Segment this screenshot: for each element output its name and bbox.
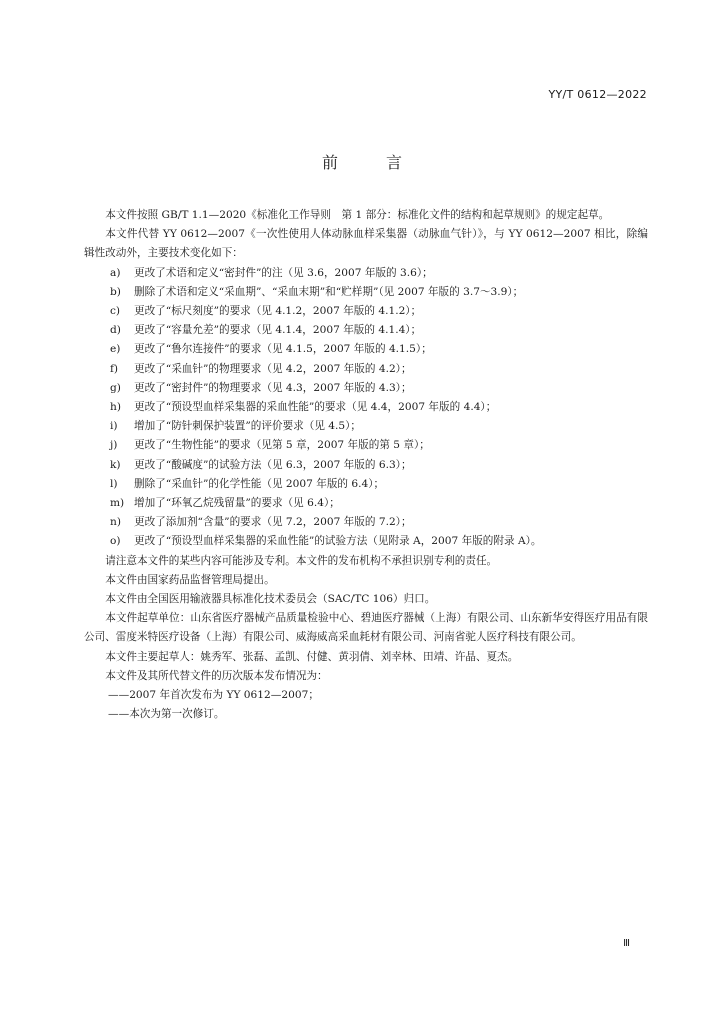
foreword-body [84,206,648,724]
page-number: Ⅲ [623,938,630,949]
proposer-statement: 本文件由国家药品监督管理局提出。 [105,573,275,586]
list-marker: g) [110,381,121,394]
list-marker: e) [110,343,121,356]
list-item [84,436,648,455]
drafters: 本文件主要起草人：姚秀军、张磊、孟凯、付健、黄羽倩、刘幸林、田靖、许晶、夏杰。 [105,650,519,663]
page-title [0,150,724,173]
list-item [84,302,648,321]
list-item-text: 更改了“鲁尔连接件”的要求（见 4.1.5，2007 年版的 4.1.5）； [134,343,432,356]
list-item-text: 更改了“酸碱度”的试验方法（见 6.3，2007 年版的 6.3）； [134,458,412,471]
list-marker: c) [110,305,121,318]
list-item-text: 更改了“标尺刻度”的要求（见 4.1.2，2007 年版的 4.1.2）； [134,305,422,318]
list-marker: m) [110,497,125,510]
list-marker: h) [110,401,121,414]
list-item [84,264,648,283]
intro-paragraph: 本文件按照 GB/T 1.1—2020《标准化工作导则 第 1 部分：标准化文件的结构和起草规则》的规定起草。 [105,209,610,221]
list-marker: a) [110,266,121,279]
list-marker: o) [110,535,121,548]
patent-notice: 请注意本文件的某些内容可能涉及专利。本文件的发布机构不承担识别专利的责任。 [105,554,498,567]
title-char-1: 前 [321,153,338,172]
committee-statement: 本文件由全国医用输液器具标准化技术委员会（SAC/TC 106）归口。 [105,593,436,606]
list-item [84,321,648,340]
list-item [84,283,648,302]
list-item [84,417,648,436]
list-marker: k) [110,458,121,471]
list-item-text: 删除了“采血针”的化学性能（见 2007 年版的 6.4）； [134,477,385,490]
list-item [84,456,648,475]
list-marker: l) [110,477,118,490]
version-history-item: ——本次为第一次修订。 [108,708,225,721]
list-item [84,494,648,513]
list-item [84,398,648,417]
list-item-text: 更改了“采血针”的物理要求（见 4.2，2007 年版的 4.2）； [134,362,412,375]
list-item-text: 更改了“密封件”的物理要求（见 4.3，2007 年版的 4.3）； [134,381,412,394]
list-marker: j) [110,439,118,452]
version-history-intro: 本文件及其所代替文件的历次版本发布情况为： [105,669,328,682]
list-item [84,513,648,532]
list-item-text: 更改了添加剂“含量”的要求（见 7.2，2007 年版的 7.2）； [134,516,412,529]
list-item [84,532,648,551]
list-item-text: 更改了“预设型血样采集器的采血性能”的试验方法（见附录 A，2007 年版的附录 A）。 [134,535,542,548]
version-history-item: ——2007 年首次发布为 YY 0612—2007； [108,689,319,702]
list-item-text: 增加了“防针刺保护装置”的评价要求（见 4.5）； [134,420,362,433]
list-item-text: 更改了“生物性能”的要求（见第 5 章，2007 年版的第 5 章）； [134,439,430,452]
list-item-text: 更改了术语和定义“密封件”的注（见 3.6，2007 年版的 3.6）； [134,266,433,279]
list-item-text: 更改了“容量允差”的要求（见 4.1.4，2007 年版的 4.1.4）； [134,324,422,337]
list-marker: n) [110,516,121,529]
list-marker: i) [110,420,118,433]
list-item [84,360,648,379]
list-item-text: 增加了“环氧乙烷残留量”的要求（见 6.4）； [134,497,340,510]
intro-paragraph: 本文件代替 YY 0612—2007《一次性使用人体动脉血样采集器（动脉血气针）》，与 YY 0612—2007 相比，除编辑性改动外，主要技术变化如下： [84,228,648,260]
list-item-text: 删除了术语和定义“采血期”、“采血末期”和“贮样期”（见 2007 年版的 3.7～3.9）； [134,285,524,298]
list-item-text: 更改了“预设型血样采集器的采血性能”的要求（见 4.4，2007 年版的 4.4）； [134,401,497,414]
list-item [84,340,648,359]
list-item [84,379,648,398]
drafting-organizations: 本文件起草单位：山东省医疗器械产品质量检验中心、碧迪医疗器械（上海）有限公司、山东新华安得医疗用品有限公司、雷度米特医疗设备（上海）有限公司、威海威高采血耗材有限公司、河南省驼人医疗科技有限公司。 [84,612,648,644]
list-marker: f) [110,362,119,375]
document-code: YY/T 0612—2022 [548,88,647,101]
title-char-2: 言 [386,153,403,172]
list-marker: b) [110,285,121,298]
list-marker: d) [110,324,121,337]
list-item [84,475,648,494]
